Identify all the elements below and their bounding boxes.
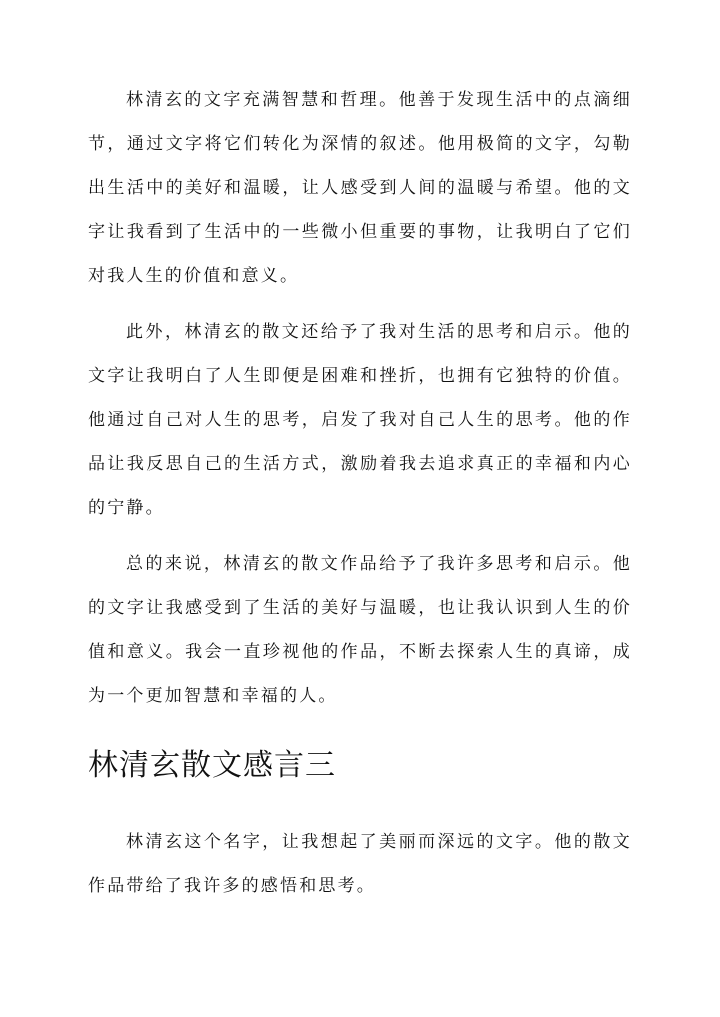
section-heading: 林清玄散文感言三 xyxy=(88,748,336,783)
body-paragraph-introduction: 林清玄这个名字，让我想起了美丽而深远的文字。他的散文作品带给了我许多的感悟和思考。 xyxy=(88,832,632,896)
body-paragraph-wisdom: 林清玄的文字充满智慧和哲理。他善于发现生活中的点滴细节，通过文字将它们转化为深情的叙述。他用极简的文字，勾勒出生活中的美好和温暖，让人感受到人间的温暖与希望。他的文字让我看到了生活中的一些微小但重要的事物，让我明白了它们对我人生的价值和意义。 xyxy=(88,90,632,286)
body-paragraph-reflection: 此外，林清玄的散文还给予了我对生活的思考和启示。他的文字让我明白了人生即便是困难和挫折，也拥有它独特的价值。他通过自己对人生的思考，启发了我对自己人生的思考。他的作品让我反思自己的生活方式，激励着我去追求真正的幸福和内心的宁静。 xyxy=(88,322,632,518)
body-paragraph-conclusion: 总的来说，林清玄的散文作品给予了我许多思考和启示。他的文字让我感受到了生活的美好与温暖，也让我认识到人生的价值和意义。我会一直珍视他的作品，不断去探索人生的真谛，成为一个更加智慧和幸福的人。 xyxy=(88,554,632,706)
